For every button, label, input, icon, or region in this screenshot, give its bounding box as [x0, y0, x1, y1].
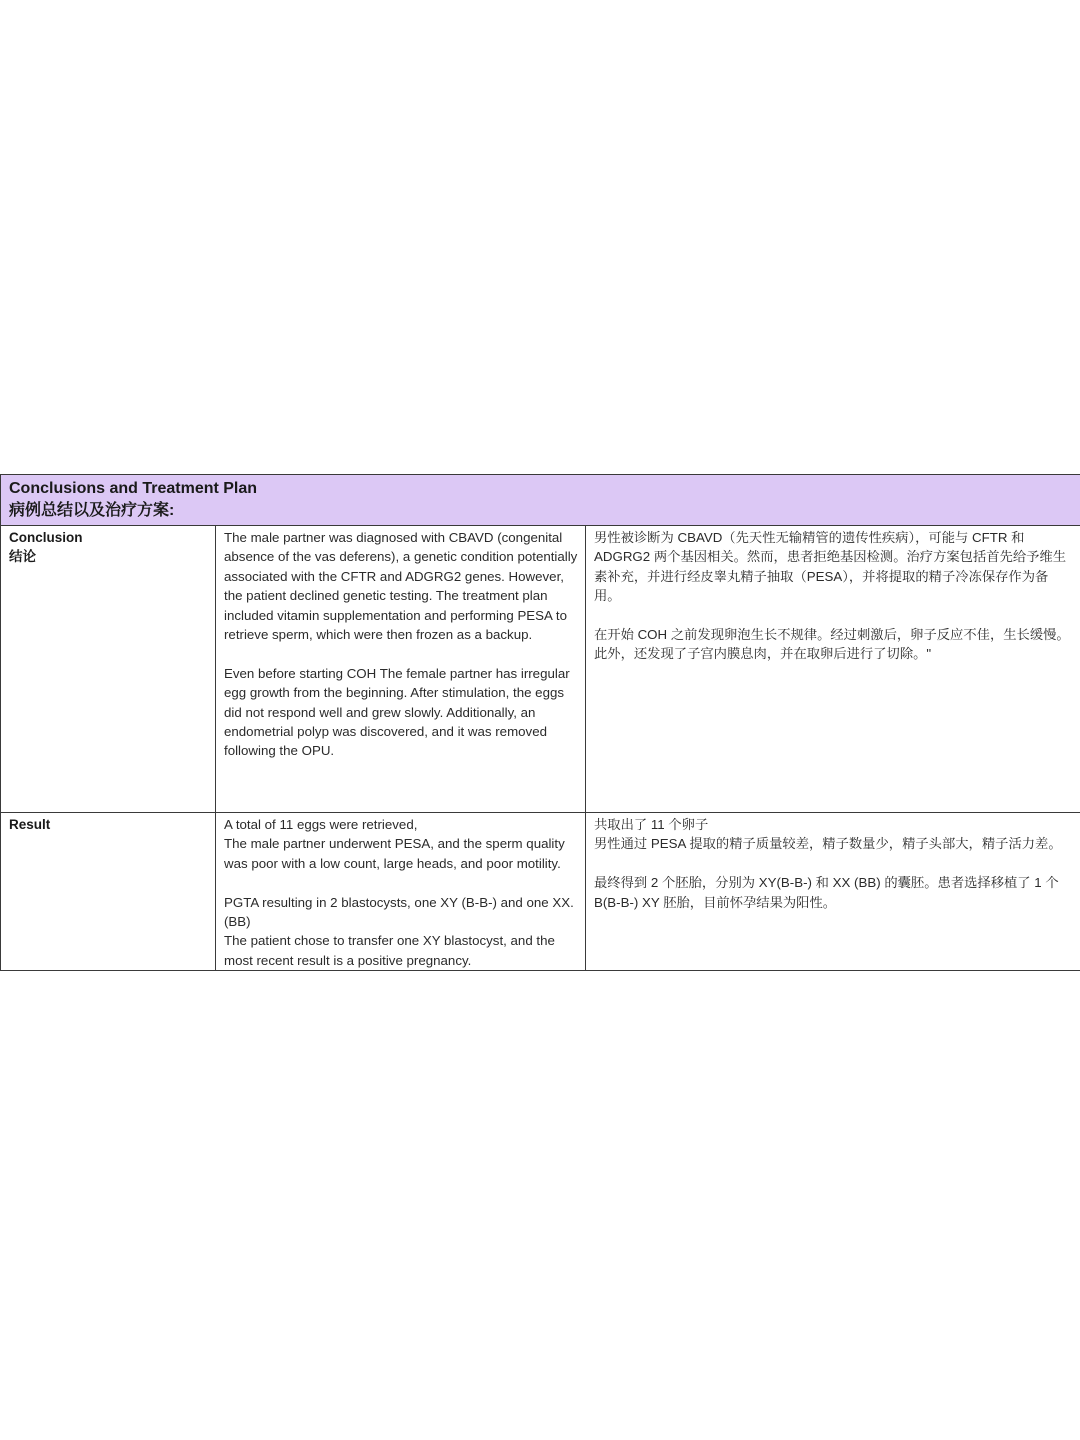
- table-row-result: [1, 813, 1080, 971]
- row-label-cell: [1, 526, 216, 813]
- row-label-cell: [1, 813, 216, 971]
- chinese-paragraph: 共取出了 11 个卵子 男性通过 PESA 提取的精子质量较差，精子数量少，精子头部大，精子活力差。: [594, 817, 1062, 852]
- english-paragraph: PGTA resulting in 2 blastocysts, one XY (B-B-) and one XX. (BB) The patient chose to transfer one XY blastocyst, and the most recent result is a positive pregnancy.: [224, 894, 574, 968]
- row-label-en: Conclusion: [9, 530, 83, 545]
- table-title: Conclusions and Treatment Plan: [9, 480, 258, 497]
- english-paragraph: A total of 11 eggs were retrieved, The male partner underwent PESA, and the sperm quality was poor with a low count, large heads, and poor motility.: [224, 817, 565, 871]
- english-paragraph: The male partner was diagnosed with CBAVD (congenital absence of the vas deferens), a genetic condition potentially associated with the CFTR and ADGRG2 genes. However, the patient declined genetic testing. The treatment plan included vitamin supplementation and performing PESA to retrieve sperm, which were then frozen as a backup.: [224, 530, 578, 643]
- table-subtitle: 病例总结以及治疗方案:: [9, 502, 175, 519]
- table-header-row: [1, 475, 1080, 526]
- english-cell: [216, 526, 586, 813]
- row-label-zh: 结论: [9, 549, 36, 564]
- chinese-cell: [586, 813, 1080, 971]
- table-row-conclusion: [1, 526, 1080, 813]
- chinese-paragraph: 最终得到 2 个胚胎，分别为 XY(B-B-) 和 XX (BB) 的囊胚。患者选择移植了 1 个 B(B-B-) XY 胚胎，目前怀孕结果为阳性。: [594, 875, 1059, 910]
- chinese-paragraph: 男性被诊断为 CBAVD（先天性无输精管的遗传性疾病），可能与 CFTR 和 ADGRG2 两个基因相关。然而，患者拒绝基因检测。治疗方案包括首先给予维生素补充，并进行经皮睾丸精子抽取（PESA），并将提取的精子冷冻保存作为备用。: [594, 530, 1067, 604]
- english-paragraph: Even before starting COH The female partner has irregular egg growth from the beginning. After stimulation, the eggs did not respond well and grew slowly. Additionally, an endometrial polyp was discovered, and it was removed following the OPU.: [224, 665, 570, 759]
- table-header: [1, 475, 1080, 526]
- english-cell: [216, 813, 586, 971]
- chinese-cell: [586, 526, 1080, 813]
- row-label-en: Result: [9, 817, 51, 832]
- chinese-paragraph: 在开始 COH 之前发现卵泡生长不规律。经过刺激后，卵子反应不佳，生长缓慢。此外，还发现了子宫内膜息肉，并在取卵后进行了切除。": [594, 627, 1070, 662]
- conclusions-table: [0, 474, 1080, 971]
